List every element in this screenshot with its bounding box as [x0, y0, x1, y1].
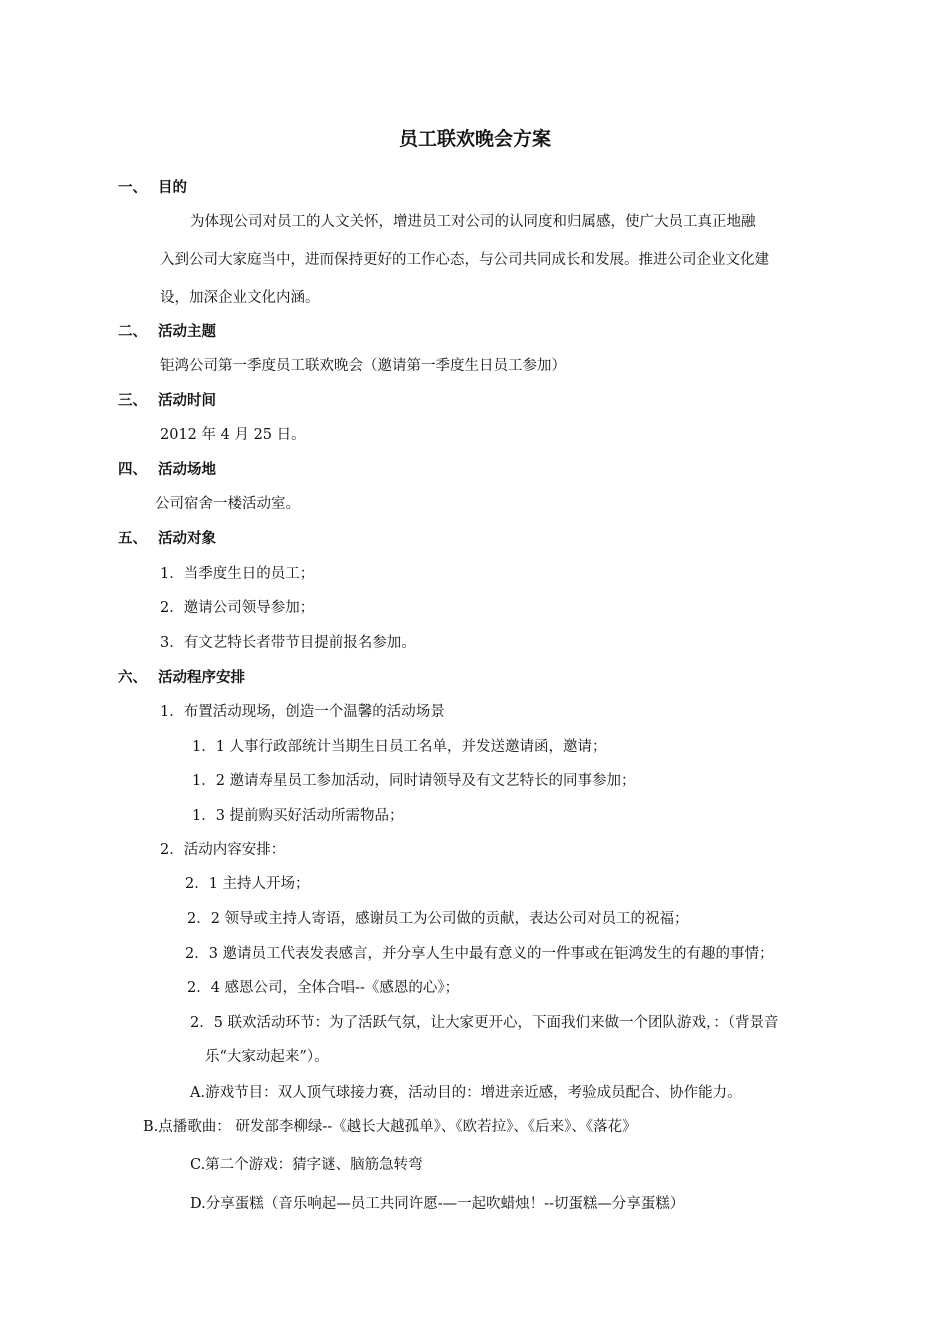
section-number: 五、	[118, 531, 147, 547]
list-item: 2．3 邀请员工代表发表感言，并分享人生中最有意义的一件事或在钜鸿发生的有趣的事情；	[185, 946, 774, 962]
list-item: 2．1 主持人开场；	[185, 876, 310, 892]
section-number: 四、	[118, 462, 147, 478]
list-item: 1．3 提前购买好活动所需物品；	[192, 808, 404, 824]
section-title: 活动时间	[158, 393, 216, 409]
section-title: 活动对象	[158, 531, 216, 547]
time-text: 2012 年 4 月 25 日。	[160, 427, 306, 443]
list-item: 3．有文艺特长者带节目提前报名参加。	[160, 635, 416, 651]
list-item: C.第二个游戏：猜字谜、脑筋急转弯	[190, 1157, 423, 1173]
document-title: 员工联欢晚会方案	[398, 128, 551, 150]
section-heading-theme	[118, 321, 216, 343]
list-item: 1．1 人事行政部统计当期生日员工名单，并发送邀请函，邀请；	[192, 739, 607, 755]
list-item: 2．5 联欢活动环节：为了活跃气氛，让大家更开心，下面我们来做一个团队游戏，：（背景音	[190, 1015, 779, 1031]
list-item: D.分享蛋糕（音乐响起—员工共同许愿-—一起吹蜡烛！--切蛋糕—分享蛋糕）	[190, 1196, 685, 1212]
section-heading-time	[118, 390, 216, 412]
paragraph-line: 为体现公司对员工的人文关怀，增进员工对公司的认同度和归属感，使广大员工真正地融	[190, 214, 756, 230]
section-heading-program	[118, 667, 245, 689]
section-heading-participants	[118, 528, 216, 550]
list-item: 1．2 邀请寿星员工参加活动，同时请领导及有文艺特长的同事参加；	[192, 773, 636, 789]
section-heading-purpose	[118, 177, 187, 199]
section-title: 活动程序安排	[158, 670, 245, 686]
list-item: A.游戏节目：双人顶气球接力赛，活动目的：增进亲近感，考验成员配合、协作能力。	[190, 1085, 742, 1101]
list-item: 乐“大家动起来”）。	[205, 1049, 329, 1065]
section-title: 活动场地	[158, 462, 216, 478]
list-item: 2．活动内容安排：	[160, 842, 286, 858]
list-item: 2．2 领导或主持人寄语，感谢员工为公司做的贡献，表达公司对员工的祝福；	[187, 911, 689, 927]
list-item: 2．邀请公司领导参加；	[160, 600, 315, 616]
paragraph-line: 设，加深企业文化内涵。	[160, 290, 320, 306]
list-item: 2．4 感恩公司，全体合唱--《感恩的心》；	[187, 980, 460, 996]
list-item: B.点播歌曲： 研发部李柳绿--《越长大越孤单》、《欧若拉》、《后来》、《落花》	[143, 1119, 637, 1135]
section-title: 目的	[158, 180, 187, 196]
list-item: 1．布置活动现场，创造一个温馨的活动场景	[160, 704, 445, 720]
section-number: 二、	[118, 324, 147, 340]
list-item: 1．当季度生日的员工；	[160, 566, 315, 582]
section-number: 一、	[118, 180, 147, 196]
theme-text: 钜鸿公司第一季度员工联欢晚会（邀请第一季度生日员工参加）	[160, 358, 566, 374]
section-number: 六、	[118, 670, 147, 686]
section-title: 活动主题	[158, 324, 216, 340]
section-number: 三、	[118, 393, 147, 409]
venue-text: 公司宿舍一楼活动室。	[155, 496, 300, 512]
paragraph-line: 入到公司大家庭当中，进而保持更好的工作心态，与公司共同成长和发展。推进公司企业文化建	[160, 252, 769, 268]
section-heading-venue	[118, 459, 216, 481]
